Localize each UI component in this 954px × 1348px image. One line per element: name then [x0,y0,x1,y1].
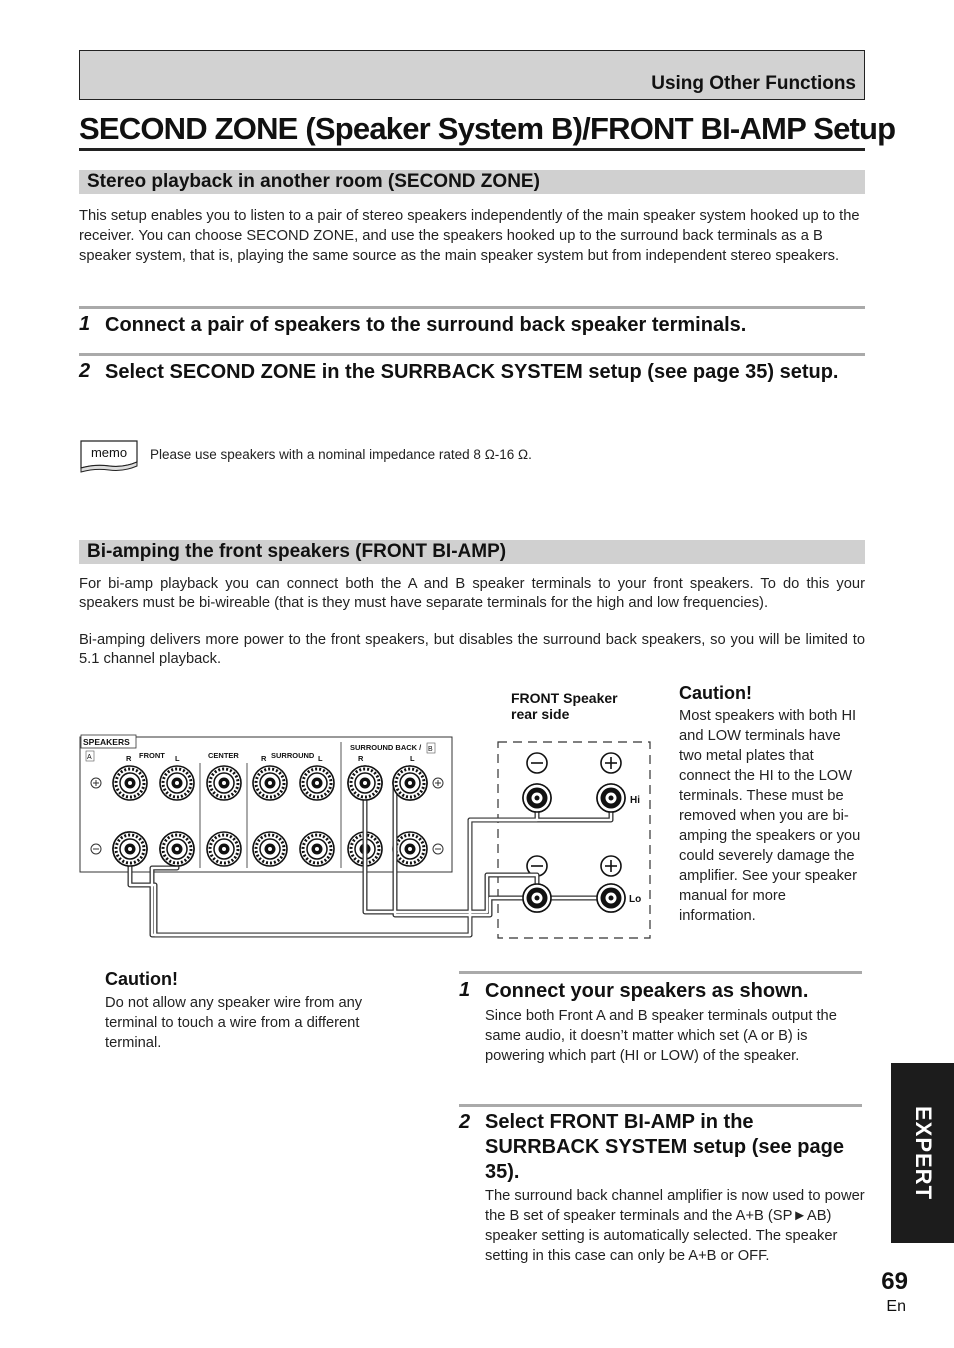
step-rule [459,1104,862,1107]
second-zone-step-2-text: Select SECOND ZONE in the SURRBACK SYSTEM setup (see page 35) setup. [105,361,839,383]
page-title: SECOND ZONE (Speaker System B)/FRONT BI-AMP Setup [79,111,896,146]
surround-r-label: R [261,754,267,763]
bi-amp-heading-bar [79,540,865,564]
front-speaker-box [498,742,650,938]
step-rule [459,971,862,974]
surround-back-label: SURROUND BACK / [350,743,422,752]
speakers-label: SPEAKERS [83,737,130,747]
bi-amp-step-1-text: Since both Front A and B speaker terminals output the same audio, it doesn’t matter which set (A or B) is powering which part (HI or LOW) of the speaker. [485,1008,837,1064]
step-rule [79,353,865,356]
second-zone-step-2-number: 2 [79,360,91,382]
memo-icon [79,438,141,474]
caution-right-text: Most speakers with both HI and LOW terminals have two metal plates that connect the HI to the LOW terminals. These must be removed when you are bi-amping the speakers or you could severely damage the amplifier. See your speaker manual for more information. [679,708,861,924]
section-header [79,50,865,100]
page-language: En [886,1298,906,1315]
surround-label: SURROUND [271,751,315,760]
bi-amp-step-2-number: 2 [459,1111,471,1133]
memo-label: memo [90,445,128,460]
section-header-label: Using Other Functions [651,73,856,94]
page-number: 69 [881,1268,908,1295]
step-rule [79,306,865,309]
second-zone-step-1-number: 1 [79,313,91,335]
bi-amp-step-1-number: 1 [459,979,471,1001]
second-zone-step-1-text: Connect a pair of speakers to the surround back speaker terminals. [105,314,747,336]
surround-back-l-label: L [410,754,415,763]
memo-text: Please use speakers with a nominal impedance rated 8 Ω-16 Ω. [150,447,532,462]
bi-amp-para-1: For bi-amp playback you can connect both the A and B speaker terminals to your front speakers. To do this your speakers must be bi-wireable (that is they must have separate terminals for the high and low frequencies). [79,576,865,611]
bi-amp-step-1-title: Connect your speakers as shown. [485,980,809,1002]
surround-l-label: L [318,754,323,763]
front-r-label: R [126,754,132,763]
second-zone-intro: This setup enables you to listen to a pair of stereo speakers independently of the main speaker system hooked up to the receiver. You can choose SECOND ZONE, and use the speakers hooked up to the surround back terminals as a B speaker system, that is, playing the same source as the main speaker system but from independent stereo speakers. [79,208,860,264]
bi-amp-step-2-title: Select FRONT BI-AMP in the SURRBACK SYSTEM setup (see page 35). [485,1111,844,1183]
front-label: FRONT [139,751,165,760]
lo-label: Lo [629,894,642,905]
bi-amp-heading: Bi-amping the front speakers (FRONT BI-AMP) [87,541,507,562]
title-rule [79,148,865,151]
caution-left-text: Do not allow any speaker wire from any terminal to touch a wire from a different terminal. [105,995,363,1051]
caution-right-title: Caution! [679,683,752,703]
terminal-b-label: B [428,746,433,753]
center-label: CENTER [208,751,239,760]
terminal-a-label: A [87,754,92,761]
rear-side-label: rear side [511,706,570,722]
bi-amp-step-2-text: The surround back channel amplifier is now used to power the B set of speaker terminals and the A+B (SP►AB) speaker setting is automatically selected. The speaker setting in this case can only be A+B or OFF. [485,1188,865,1264]
bi-amp-connection-diagram [75,680,675,950]
bi-amp-para-2: Bi-amping delivers more power to the front speakers, but disables the surround back speakers, so you will be limited to 5.1 channel playback. [79,632,865,667]
caution-left-title: Caution! [105,969,178,989]
expert-side-tab [891,1063,954,1243]
front-speaker-label: FRONT Speaker [511,690,618,706]
surround-back-r-label: R [358,754,364,763]
expert-side-tab-label: EXPERT [910,1105,936,1201]
hi-label: Hi [630,795,640,806]
second-zone-heading-bar [79,170,865,194]
front-l-label: L [175,754,180,763]
second-zone-heading: Stereo playback in another room (SECOND ZONE) [87,171,540,192]
